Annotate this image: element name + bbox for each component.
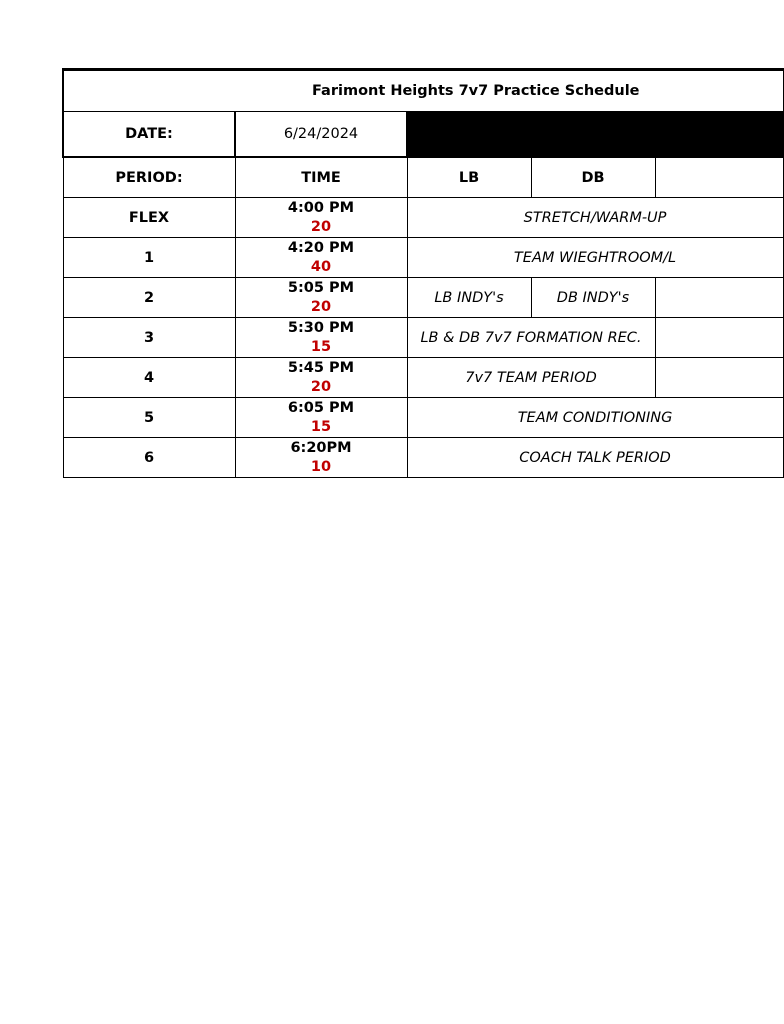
duration-value: 15	[310, 418, 332, 435]
period-cell[interactable]: 5	[63, 398, 235, 438]
table-row	[63, 238, 783, 278]
column-header-row	[63, 157, 783, 198]
time-cell[interactable]	[235, 358, 407, 398]
activity-cell[interactable]: 7v7 TEAM PERIOD	[407, 358, 655, 398]
activity-cell[interactable]: TEAM WIEGHTROOM/L	[407, 238, 783, 278]
header-period: PERIOD:	[63, 157, 235, 198]
schedule-table	[62, 68, 784, 478]
time-cell[interactable]	[235, 398, 407, 438]
date-value[interactable]: 6/24/2024	[235, 112, 407, 158]
header-time: TIME	[235, 157, 407, 198]
period-cell[interactable]: 1	[63, 238, 235, 278]
activity-cell[interactable]: LB & DB 7v7 FORMATION REC.	[407, 318, 655, 358]
duration-value: 40	[310, 258, 332, 275]
table-row	[63, 358, 783, 398]
duration-value: 10	[310, 458, 332, 475]
date-label: DATE:	[63, 112, 235, 158]
duration-value: 20	[310, 218, 332, 235]
practice-schedule-sheet	[62, 68, 677, 484]
activity-cell[interactable]: STRETCH/WARM-UP	[407, 198, 783, 238]
table-row	[63, 318, 783, 358]
header-lb: LB	[407, 157, 531, 198]
period-cell[interactable]: 3	[63, 318, 235, 358]
header-extra	[655, 157, 783, 198]
db-activity-cell[interactable]: DB INDY's	[531, 278, 655, 318]
extra-activity-cell[interactable]	[655, 278, 783, 318]
lb-activity-cell[interactable]: LB INDY's	[407, 278, 531, 318]
period-cell[interactable]: 6	[63, 438, 235, 478]
table-row	[63, 198, 783, 238]
header-db: DB	[531, 157, 655, 198]
time-cell[interactable]	[235, 198, 407, 238]
duration-value: 15	[310, 338, 332, 355]
time-value: 5:05 PM	[287, 279, 355, 296]
time-value: 5:45 PM	[287, 359, 355, 376]
table-row	[63, 398, 783, 438]
schedule-title: Farimont Heights 7v7 Practice Schedule	[312, 83, 640, 99]
activity-cell[interactable]: COACH TALK PERIOD	[407, 438, 783, 478]
time-value: 4:20 PM	[287, 239, 355, 256]
time-value: 5:30 PM	[287, 319, 355, 336]
duration-value: 20	[310, 378, 332, 395]
period-cell[interactable]: 2	[63, 278, 235, 318]
time-cell[interactable]	[235, 238, 407, 278]
title-row	[63, 70, 783, 112]
period-cell[interactable]: 4	[63, 358, 235, 398]
time-value: 6:20PM	[290, 439, 352, 456]
table-row	[63, 278, 783, 318]
table-row	[63, 438, 783, 478]
time-value: 6:05 PM	[287, 399, 355, 416]
black-header-block	[407, 112, 783, 158]
time-cell[interactable]	[235, 278, 407, 318]
time-value: 4:00 PM	[287, 199, 355, 216]
schedule-title-cell	[63, 70, 783, 112]
date-row	[63, 112, 783, 158]
extra-activity-cell[interactable]	[655, 318, 783, 358]
duration-value: 20	[310, 298, 332, 315]
time-cell[interactable]	[235, 318, 407, 358]
period-cell[interactable]: FLEX	[63, 198, 235, 238]
time-cell[interactable]	[235, 438, 407, 478]
activity-cell[interactable]: TEAM CONDITIONING	[407, 398, 783, 438]
extra-activity-cell[interactable]	[655, 358, 783, 398]
